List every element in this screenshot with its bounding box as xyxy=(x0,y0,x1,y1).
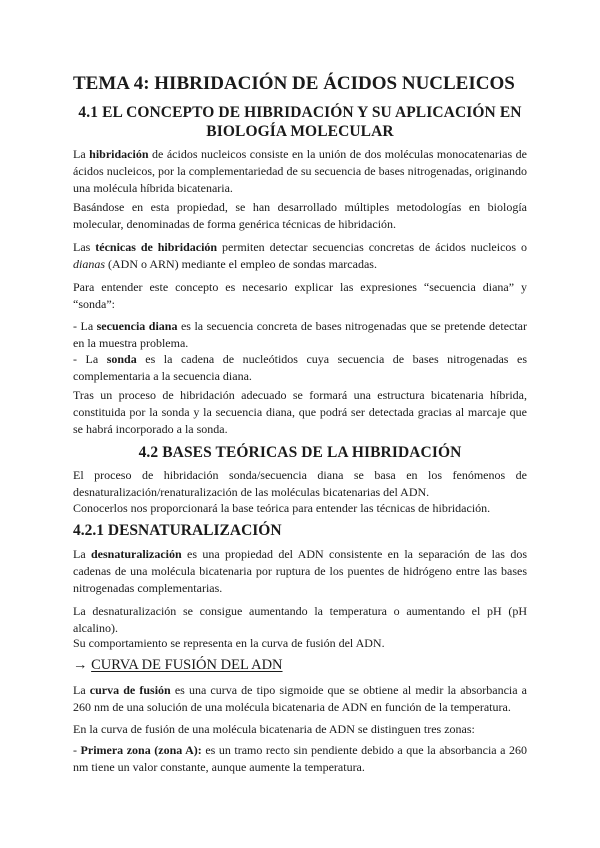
paragraph-tecnicas: Las técnicas de hibridación permiten detectar secuencias concretas de ácidos nucleicos o dianas (ADN o ARN) mediante el empleo de sondas marcadas. xyxy=(73,240,527,271)
paragraph-desnaturalizacion: La desnaturalización es una propiedad del ADN consistente en la separación de las dos cadenas de una molécula bicatenaria por ruptura de los puentes de hidrógeno entre las bases nitrogenadas complementarias. xyxy=(73,547,527,595)
arrow-right-icon: → xyxy=(73,657,92,673)
paragraph-proceso-hibridacion: El proceso de hibridación sonda/secuencia diana se basa en los fenómenos de desnaturalización/renaturalización de las moléculas bicatenarias del ADN. xyxy=(73,468,527,499)
page-title: TEMA 4: HIBRIDACIÓN DE ÁCIDOS NUCLEICOS xyxy=(73,73,515,94)
paragraph-expresiones: Para entender este concepto es necesario explicar las expresiones “secuencia diana” y “sonda”: xyxy=(73,280,527,311)
list-item-sonda: - La sonda es la cadena de nucleótidos cuya secuencia de bases nitrogenadas es complementaria a la secuencia diana. xyxy=(73,352,527,383)
section-heading-4-2-1: 4.2.1 DESNATURALIZACIÓN xyxy=(73,522,282,539)
list-item-secuencia-diana: - La secuencia diana es la secuencia concreta de bases nitrogenadas que se pretende detectar en la muestra problema. xyxy=(73,319,528,350)
paragraph-curva-fusion: La curva de fusión es una curva de tipo sigmoide que se obtiene al medir la absorbancia a 260 nm de una solución de una molécula bicatenaria de ADN en función de la temperatura. xyxy=(73,683,528,714)
paragraph-temperatura-ph: La desnaturalización se consigue aumentando la temperatura o aumentando el pH (pH alcalino). xyxy=(73,604,527,635)
paragraph-estructura-hibrida: Tras un proceso de hibridación adecuado se formará una estructura bicatenaria híbrida, constituida por la sonda y la secuencia diana, que podrá ser detectada gracias al marcaje que se habrá incorporado a la sonda. xyxy=(73,388,527,436)
subheading-curva-fusion: → CURVA DE FUSIÓN DEL ADN xyxy=(73,657,283,673)
term-curva-fusion: curva de fusión xyxy=(89,683,171,697)
term-tecnicas-hibridacion: técnicas de hibridación xyxy=(95,240,218,254)
section-heading-4-1: 4.1 EL CONCEPTO DE HIBRIDACIÓN Y SU APLICACIÓN EN BIOLOGÍA MOLECULAR xyxy=(78,104,522,140)
term-primera-zona: Primera zona (zona A): xyxy=(80,743,202,757)
paragraph-comportamiento: Su comportamiento se representa en la curva de fusión del ADN. xyxy=(73,636,385,650)
paragraph-tres-zonas: En la curva de fusión de una molécula bicatenaria de ADN se distinguen tres zonas: xyxy=(73,722,475,736)
paragraph-hibridacion: La hibridación de ácidos nucleicos consiste en la unión de dos moléculas monocatenarias de ácidos nucleicos, por la complementariedad de su secuencia de bases nitrogenadas, originando una molécula híbrida bicatenaria. xyxy=(73,147,527,195)
term-hibridacion: hibridación xyxy=(89,147,149,161)
term-secuencia-diana: secuencia diana xyxy=(96,319,178,333)
paragraph-conocerlos: Conocerlos nos proporcionará la base teórica para entender las técnicas de hibridación. xyxy=(73,501,491,515)
list-item-primera-zona: - Primera zona (zona A): es un tramo recto sin pendiente debido a que la absorbancia a 260 nm tiene un valor constante, aunque aumente la temperatura. xyxy=(73,743,527,774)
term-dianas: dianas xyxy=(73,257,106,271)
term-sonda: sonda xyxy=(106,352,137,366)
term-desnaturalizacion: desnaturalización xyxy=(91,547,182,561)
paragraph-metodologias: Basándose en esta propiedad, se han desarrollado múltiples metodologías en biología molecular, denominadas de forma genérica técnicas de hibridación. xyxy=(73,200,527,231)
section-heading-4-2: 4.2 BASES TEÓRICAS DE LA HIBRIDACIÓN xyxy=(138,444,462,461)
